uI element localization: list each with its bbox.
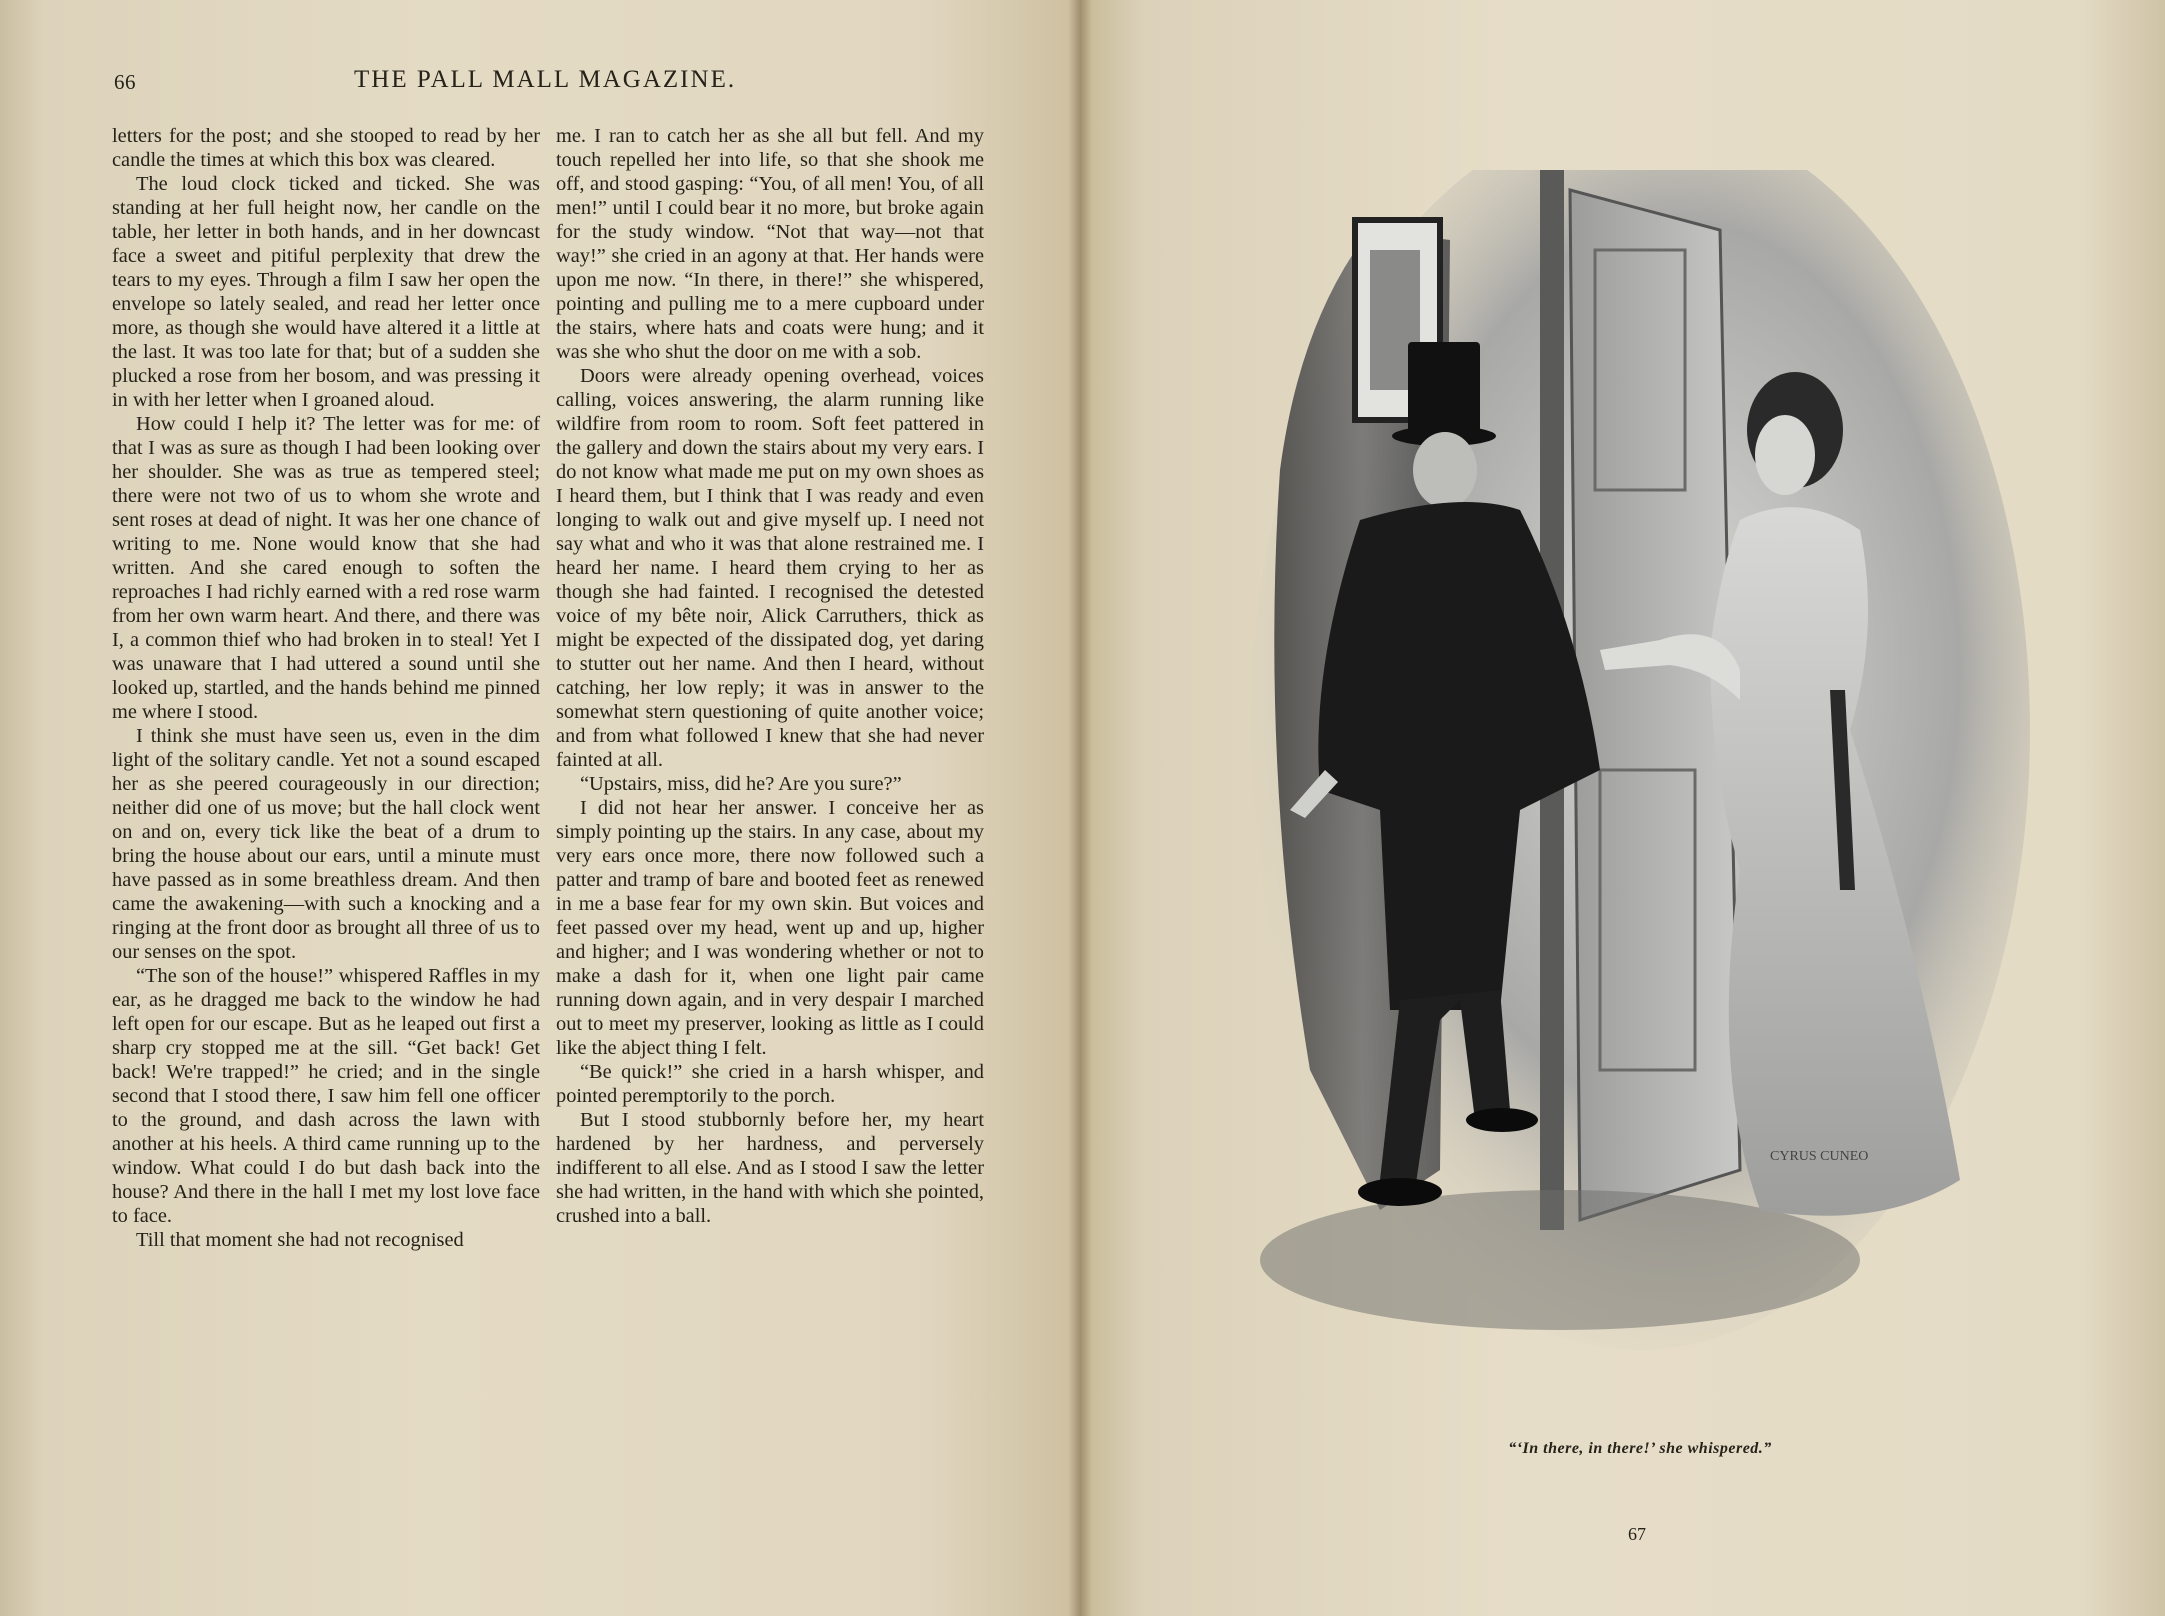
illustration xyxy=(1240,170,2040,1390)
paragraph: I did not hear her answer. I conceive her as simply pointing up the stairs. In any case, about my very ears once more, there now followed such a patter and tramp of bare and booted feet as renewed in me a base fear for my own skin. But voices and feet passed over my head, went up and up, higher and higher; and I was wondering whether or not to make a dash for it, when one light pair came running down again, and in very despair I marched out to meet my preserver, looking as little as I could like the abject thing I felt. xyxy=(556,797,984,1059)
left-page xyxy=(0,0,1080,1616)
page-number-right: 67 xyxy=(1628,1524,1646,1544)
paragraph: “The son of the house!” whispered Raffles in my ear, as he dragged me back to the window he had left open for our escape. But as he leaped out first a sharp cry stopped me at the sill. “Get back! Get back! We're trapped!” he cried; and in the single second that I stood there, I saw him fell one officer to the ground, and dash across the lawn with another at his heels. A third came running up to the window. What could I do but dash back into the house? And there in the hall I met my lost love face to face. xyxy=(112,965,540,1227)
paragraph: Till that moment she had not recognised xyxy=(136,1229,464,1251)
woman-head xyxy=(1755,415,1815,495)
artist-signature: CYRUS CUNEO xyxy=(1770,1149,1869,1164)
text-column-2 xyxy=(556,124,984,1228)
paragraph: letters for the post; and she stooped to read by her candle the times at which this box was cleared. xyxy=(112,125,540,171)
paragraph: Doors were already opening overhead, voices calling, voices answering, the alarm running like wildfire from room to room. Soft feet pattered in the gallery and down the stairs about my very ears. I do not know what made me put on my own shoes as I heard them, but I think that I was ready and even longing to walk out and give myself up. I need not say what and who it was that alone restrained me. I heard her name. I heard them crying to her as though she had fainted. I recognised the detested voice of my bête noir, Alick Carruthers, thick as might be expected of the dissipated dog, yet daring to stutter out her name. And then I heard, without catching, her low reply; it was in answer to the somewhat stern questioning of quite another voice; and from what followed I knew that she had never fainted at all. xyxy=(556,365,984,771)
paragraph: But I stood stubbornly before her, my heart hardened by her hardness, and perversely indifferent to all else. And as I stood I saw the letter she had written, in the hand with which she pointed, crushed into a ball. xyxy=(556,1109,984,1227)
man-top-hat xyxy=(1408,342,1480,434)
paragraph: “Upstairs, miss, did he? Are you sure?” xyxy=(580,773,902,795)
running-head xyxy=(114,66,986,102)
text-column-1 xyxy=(112,124,540,1252)
paragraph: I think she must have seen us, even in the dim light of the solitary candle. Yet not a sound escaped her as she peered courageously in our direction; neither did one of us move; but the hall clock went on and on, every tick like the beat of a drum to bring the house about our ears, until a minute must have passed as in some breathless dream. And then came the awakening—with such a knocking and a ringing at the front door as brought all three of us to our senses on the spot. xyxy=(112,725,540,963)
right-page xyxy=(1080,0,2165,1616)
paragraph: The loud clock ticked and ticked. She was standing at her full height now, her candle on the table, her letter in both hands, and in her downcast face a sweet and pitiful perplexity that drew the tears to my eyes. Through a film I saw her open the envelope so lately sealed, and read her letter once more, as though she would have altered it a little at the last. It was too late for that; but of a sudden she plucked a rose from her bosom, and was pressing it in with her letter when I groaned aloud. xyxy=(112,173,540,411)
paragraph: me. I ran to catch her as she all but fell. And my touch repelled her into life, so that she shook me off, and stood gasping: “You, of all men! You, of all men!” until I could bear it no more, but broke again for the study window. “Not that way—not that way!” she cried in an agony at that. Her hands were upon me now. “In there, in there!” she whispered, pointing and pulling me to a mere cupboard under the stairs, where hats and coats were hung; and it was she who shut the door on me with a sob. xyxy=(556,125,984,363)
man-head xyxy=(1413,432,1477,508)
book-gutter xyxy=(1068,0,1092,1616)
magazine-title: THE PALL MALL MAGAZINE. xyxy=(354,66,737,93)
page-number-left: 66 xyxy=(114,70,136,94)
paragraph: How could I help it? The letter was for me: of that I was as sure as though I had been looking over her shoulder. She was as true as tempered steel; there were not two of us to whom she wrote and sent roses at dead of night. It was her one chance of writing to me. None would know that she had written. And she cared enough to soften the reproaches I had richly earned with a red rose warm from her own warm heart. And there, and there was I, a common thief who had broken in to steal! Yet I was unaware that I had uttered a sound until she looked up, startled, and the hands behind me pinned me where I stood. xyxy=(112,413,540,723)
paragraph: “Be quick!” she cried in a harsh whisper, and pointed peremptorily to the porch. xyxy=(556,1061,984,1107)
illustration-caption: “‘In there, in there!’ she whispered.” xyxy=(1508,1440,1772,1457)
